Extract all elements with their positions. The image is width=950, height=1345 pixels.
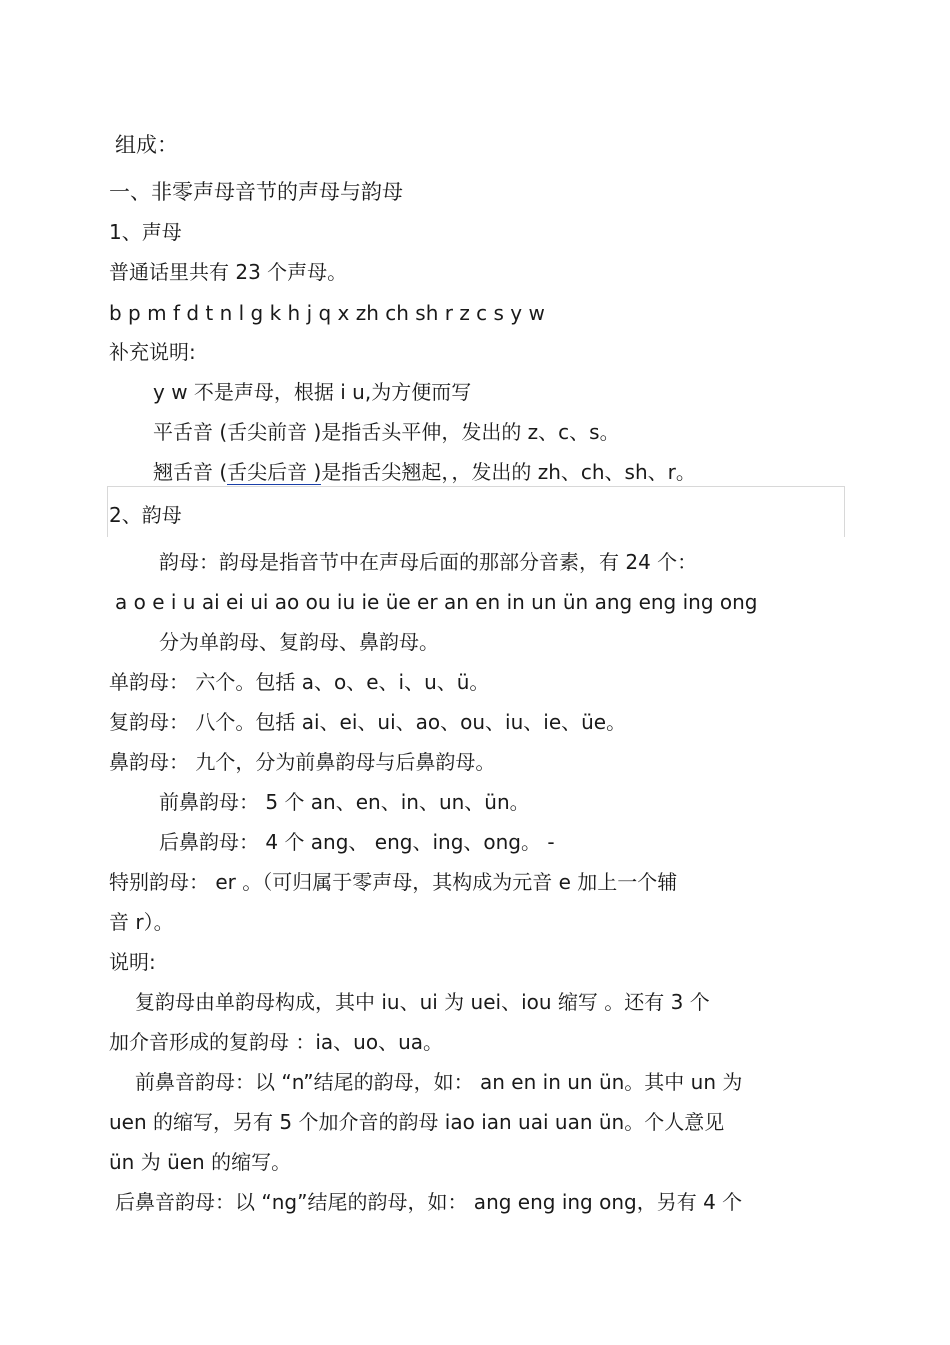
front-nasal-finals: 前鼻韵母： 5 个 an、en、in、un、ün。 — [159, 790, 530, 814]
explain-compound-line2: 加介音形成的复韵母 ：ia、uo、ua。 — [109, 1030, 444, 1054]
compound-finals: 复韵母： 八个。包括 ai、ei、ui、ao、ou、iu、ie、üe。 — [109, 710, 627, 734]
finals-division: 分为单韵母、复韵母、鼻韵母。 — [159, 630, 439, 654]
supplement-title: 补充说明: — [109, 340, 196, 364]
subsection-finals: 2、韵母 — [109, 503, 182, 527]
explain-front-nasal-line3: ün 为 üen 的缩写。 — [109, 1150, 292, 1174]
special-final-line1: 特别韵母： er 。（可归属于零声母，其构成为元音 e 加上一个辅 — [109, 870, 678, 894]
initials-list: b p m f d t n l g k h j q x zh ch sh r z c s y w — [109, 301, 545, 325]
note-yw: y w 不是声母，根据 i u,为方便而写 — [153, 380, 472, 404]
explain-compound-line1: 复韵母由单韵母构成，其中 iu、ui 为 uei、iou 缩写 。还有 3 个 — [135, 990, 710, 1014]
initials-count: 普通话里共有 23 个声母。 — [109, 260, 348, 284]
explain-back-nasal-line1: 后鼻音韵母：以 “ng”结尾的韵母，如： ang eng ing ong，另有 4 个 — [115, 1190, 743, 1214]
note-retroflex-start: 翘舌音 ( — [153, 460, 228, 484]
page-heading: 组成： — [115, 133, 178, 157]
note-retroflex — [153, 459, 696, 485]
simple-finals: 单韵母： 六个。包括 a、o、e、i、u、ü。 — [109, 670, 490, 694]
note-retroflex-end: 是指舌尖翘起，，发出的 zh、ch、sh、r。 — [321, 460, 696, 484]
nasal-finals: 鼻韵母： 九个，分为前鼻韵母与后鼻韵母。 — [109, 750, 496, 774]
finals-list: a o e i u ai ei ui ao ou iu ie üe er an en in un ün ang eng ing ong — [115, 590, 758, 614]
note-flat-tongue: 平舌音 (舌尖前音 )是指舌头平伸，发出的 z、c、s。 — [153, 420, 620, 444]
subsection-initials: 1、声母 — [109, 220, 182, 244]
special-final-line2: 音 r）。 — [109, 910, 174, 934]
explain-front-nasal-line1: 前鼻音韵母：以 “n”结尾的韵母，如： an en in un ün。其中 un 为 — [135, 1070, 743, 1094]
explain-title: 说明: — [109, 950, 156, 974]
explain-front-nasal-line2: uen 的缩写，另有 5 个加介音的韵母 iao ian uai uan ün。个人意见 — [109, 1110, 725, 1134]
content-frame — [107, 486, 845, 537]
back-nasal-finals: 后鼻韵母： 4 个 ang、 eng、ing、ong。 - — [159, 830, 555, 854]
finals-definition: 韵母：韵母是指音节中在声母后面的那部分音素，有 24 个： — [159, 550, 698, 574]
section-title: 一、非零声母音节的声母与韵母 — [109, 180, 403, 204]
retroflex-link[interactable]: 舌尖后音 ) — [227, 460, 322, 484]
